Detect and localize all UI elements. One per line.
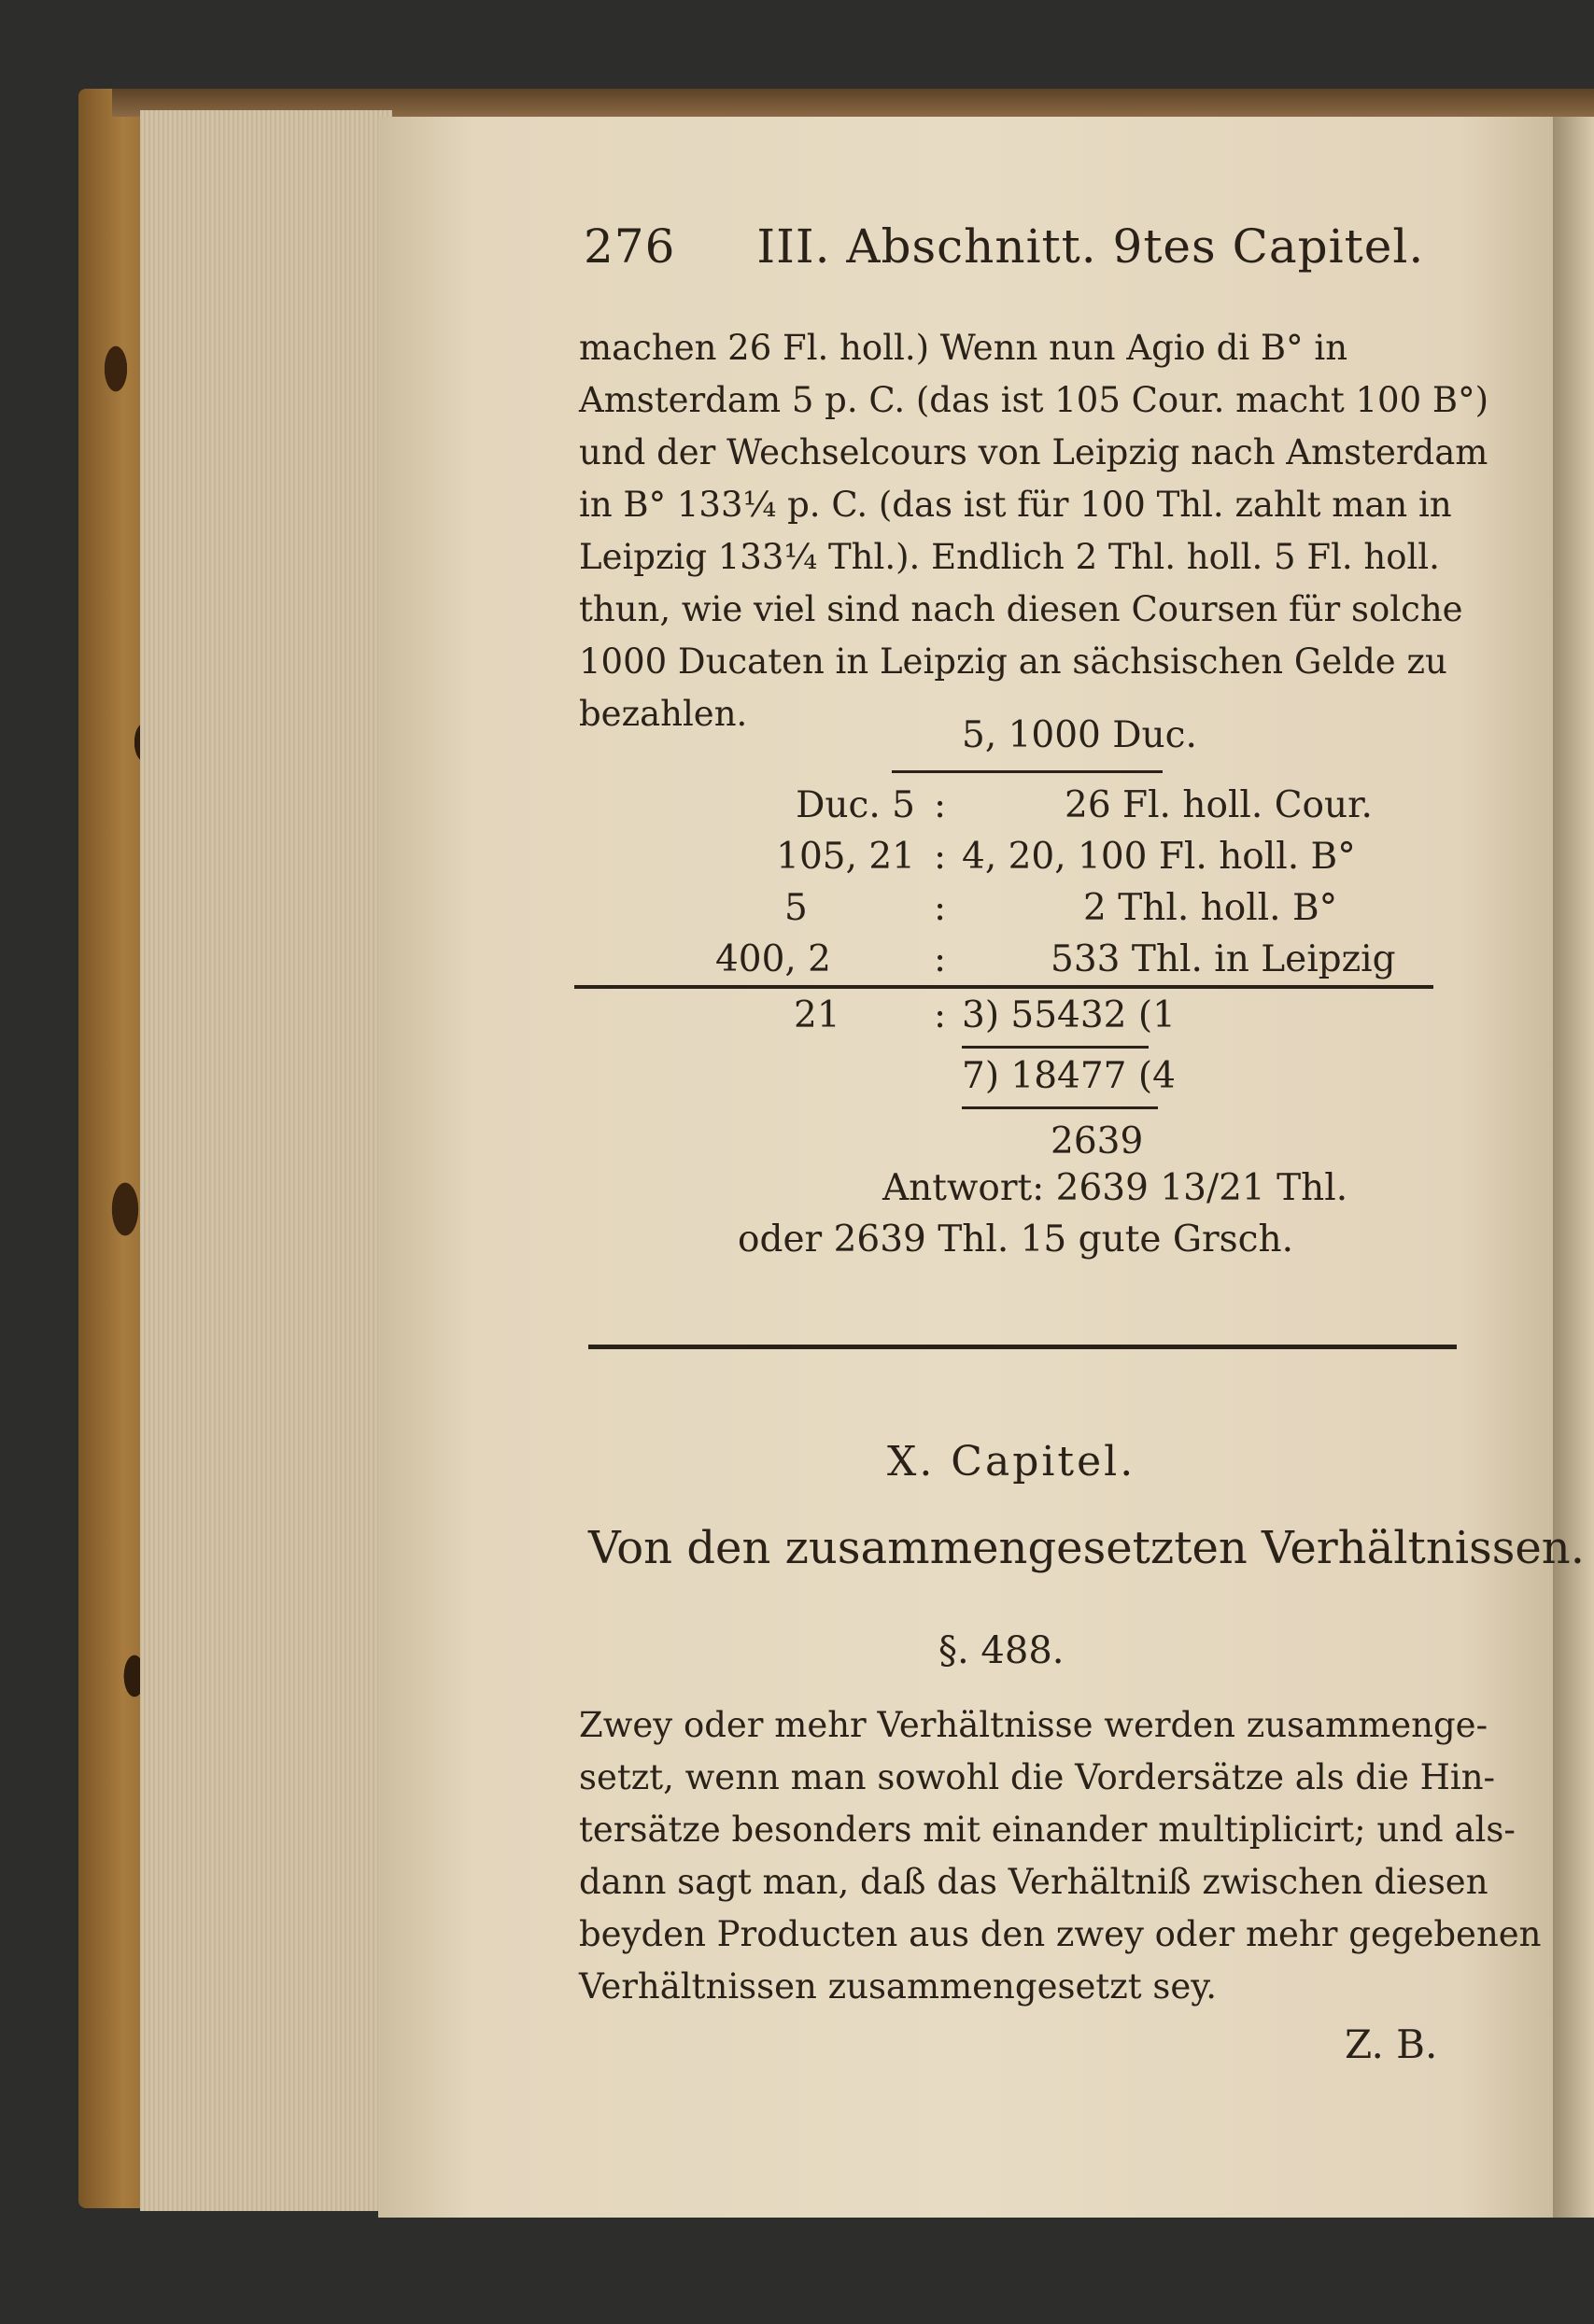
calc-division-rule-1: [962, 1046, 1149, 1049]
intro-paragraph: [579, 322, 1489, 740]
calc-result-left: 21: [794, 994, 840, 1036]
chapter-title: X. Capitel.: [887, 1438, 1136, 1486]
calc-row-left: 400, 2: [714, 938, 831, 980]
running-title: III. Abschnitt. 9tes Capitel.: [756, 219, 1425, 274]
calc-answer: Antwort: 2639 13/21 Thl.: [882, 1167, 1348, 1209]
text-line: 1000 Ducaten in Leipzig an sächsischen Gelde zu: [579, 641, 1447, 682]
calc-row-sep: :: [934, 836, 947, 878]
text-line: Amsterdam 5 p. C. (das ist 105 Cour. macht 100 B°): [579, 380, 1489, 420]
calc-top-rule: [892, 770, 1163, 773]
text-line: bezahlen.: [579, 694, 748, 734]
calc-row-right: 2 Thl. holl. B°: [1083, 887, 1338, 929]
calc-row-sep: :: [934, 887, 947, 929]
page-number: 276: [584, 219, 676, 274]
calc-row-right: 533 Thl. in Leipzig: [1051, 938, 1396, 980]
text-line: setzt, wenn man sowohl die Vordersätze als die Hin-: [579, 1757, 1496, 1797]
page-edges: [140, 110, 392, 2211]
facing-page-edge: [1553, 117, 1594, 2218]
text-line: thun, wie viel sind nach diesen Coursen für solche: [579, 589, 1463, 629]
text-line: tersätze besonders mit einander multiplicirt; und als-: [579, 1810, 1516, 1850]
calc-top: 5, 1000 Duc.: [962, 714, 1197, 756]
calc-row-left: 5: [784, 887, 808, 929]
text-line: Verhältnissen zusammengesetzt sey.: [579, 1966, 1217, 2007]
calc-main-rule: [574, 985, 1433, 989]
text-line: und der Wechselcours von Leipzig nach Amsterdam: [579, 432, 1488, 472]
running-head: [584, 219, 1424, 274]
calc-division-1: 3) 55432 (1: [962, 994, 1176, 1036]
calc-quotient: 2639: [1051, 1120, 1144, 1162]
text-line: in B° 133¼ p. C. (das ist für 100 Thl. zahlt man in: [579, 485, 1452, 525]
text-line: machen 26 Fl. holl.) Wenn nun Agio di B° in: [579, 328, 1348, 368]
text-line: beyden Producten aus den zwey oder mehr gegebenen: [579, 1914, 1542, 1954]
calc-row-sep: :: [934, 784, 947, 826]
calc-division-rule-2: [962, 1106, 1158, 1109]
body-paragraph: [579, 1699, 1542, 2013]
text-line: Leipzig 133¼ Thl.). Endlich 2 Thl. holl. 5 Fl. holl.: [579, 537, 1440, 577]
section-number: §. 488.: [938, 1629, 1065, 1672]
calc-division-2: 7) 18477 (4: [962, 1055, 1176, 1097]
calc-row-left: 105, 21: [776, 836, 915, 878]
calc-result-sep: :: [934, 994, 947, 1036]
calc-row-left: Duc. 5: [796, 784, 915, 826]
text-line: dann sagt man, daß das Verhältniß zwischen diesen: [579, 1862, 1488, 1902]
calc-answer-alt: oder 2639 Thl. 15 gute Grsch.: [738, 1218, 1294, 1261]
catchword: Z. B.: [1345, 2021, 1438, 2067]
calc-row-right: 26 Fl. holl. Cour.: [1065, 784, 1373, 826]
text-line: Zwey oder mehr Verhältnisse werden zusammenge-: [579, 1705, 1488, 1745]
calc-row-right: 4, 20, 100 Fl. holl. B°: [962, 836, 1356, 878]
chapter-subtitle: Von den zusammengesetzten Verhältnissen.: [588, 1522, 1585, 1574]
calc-row-sep: :: [934, 938, 947, 980]
chapter-separator-rule: [588, 1345, 1457, 1349]
